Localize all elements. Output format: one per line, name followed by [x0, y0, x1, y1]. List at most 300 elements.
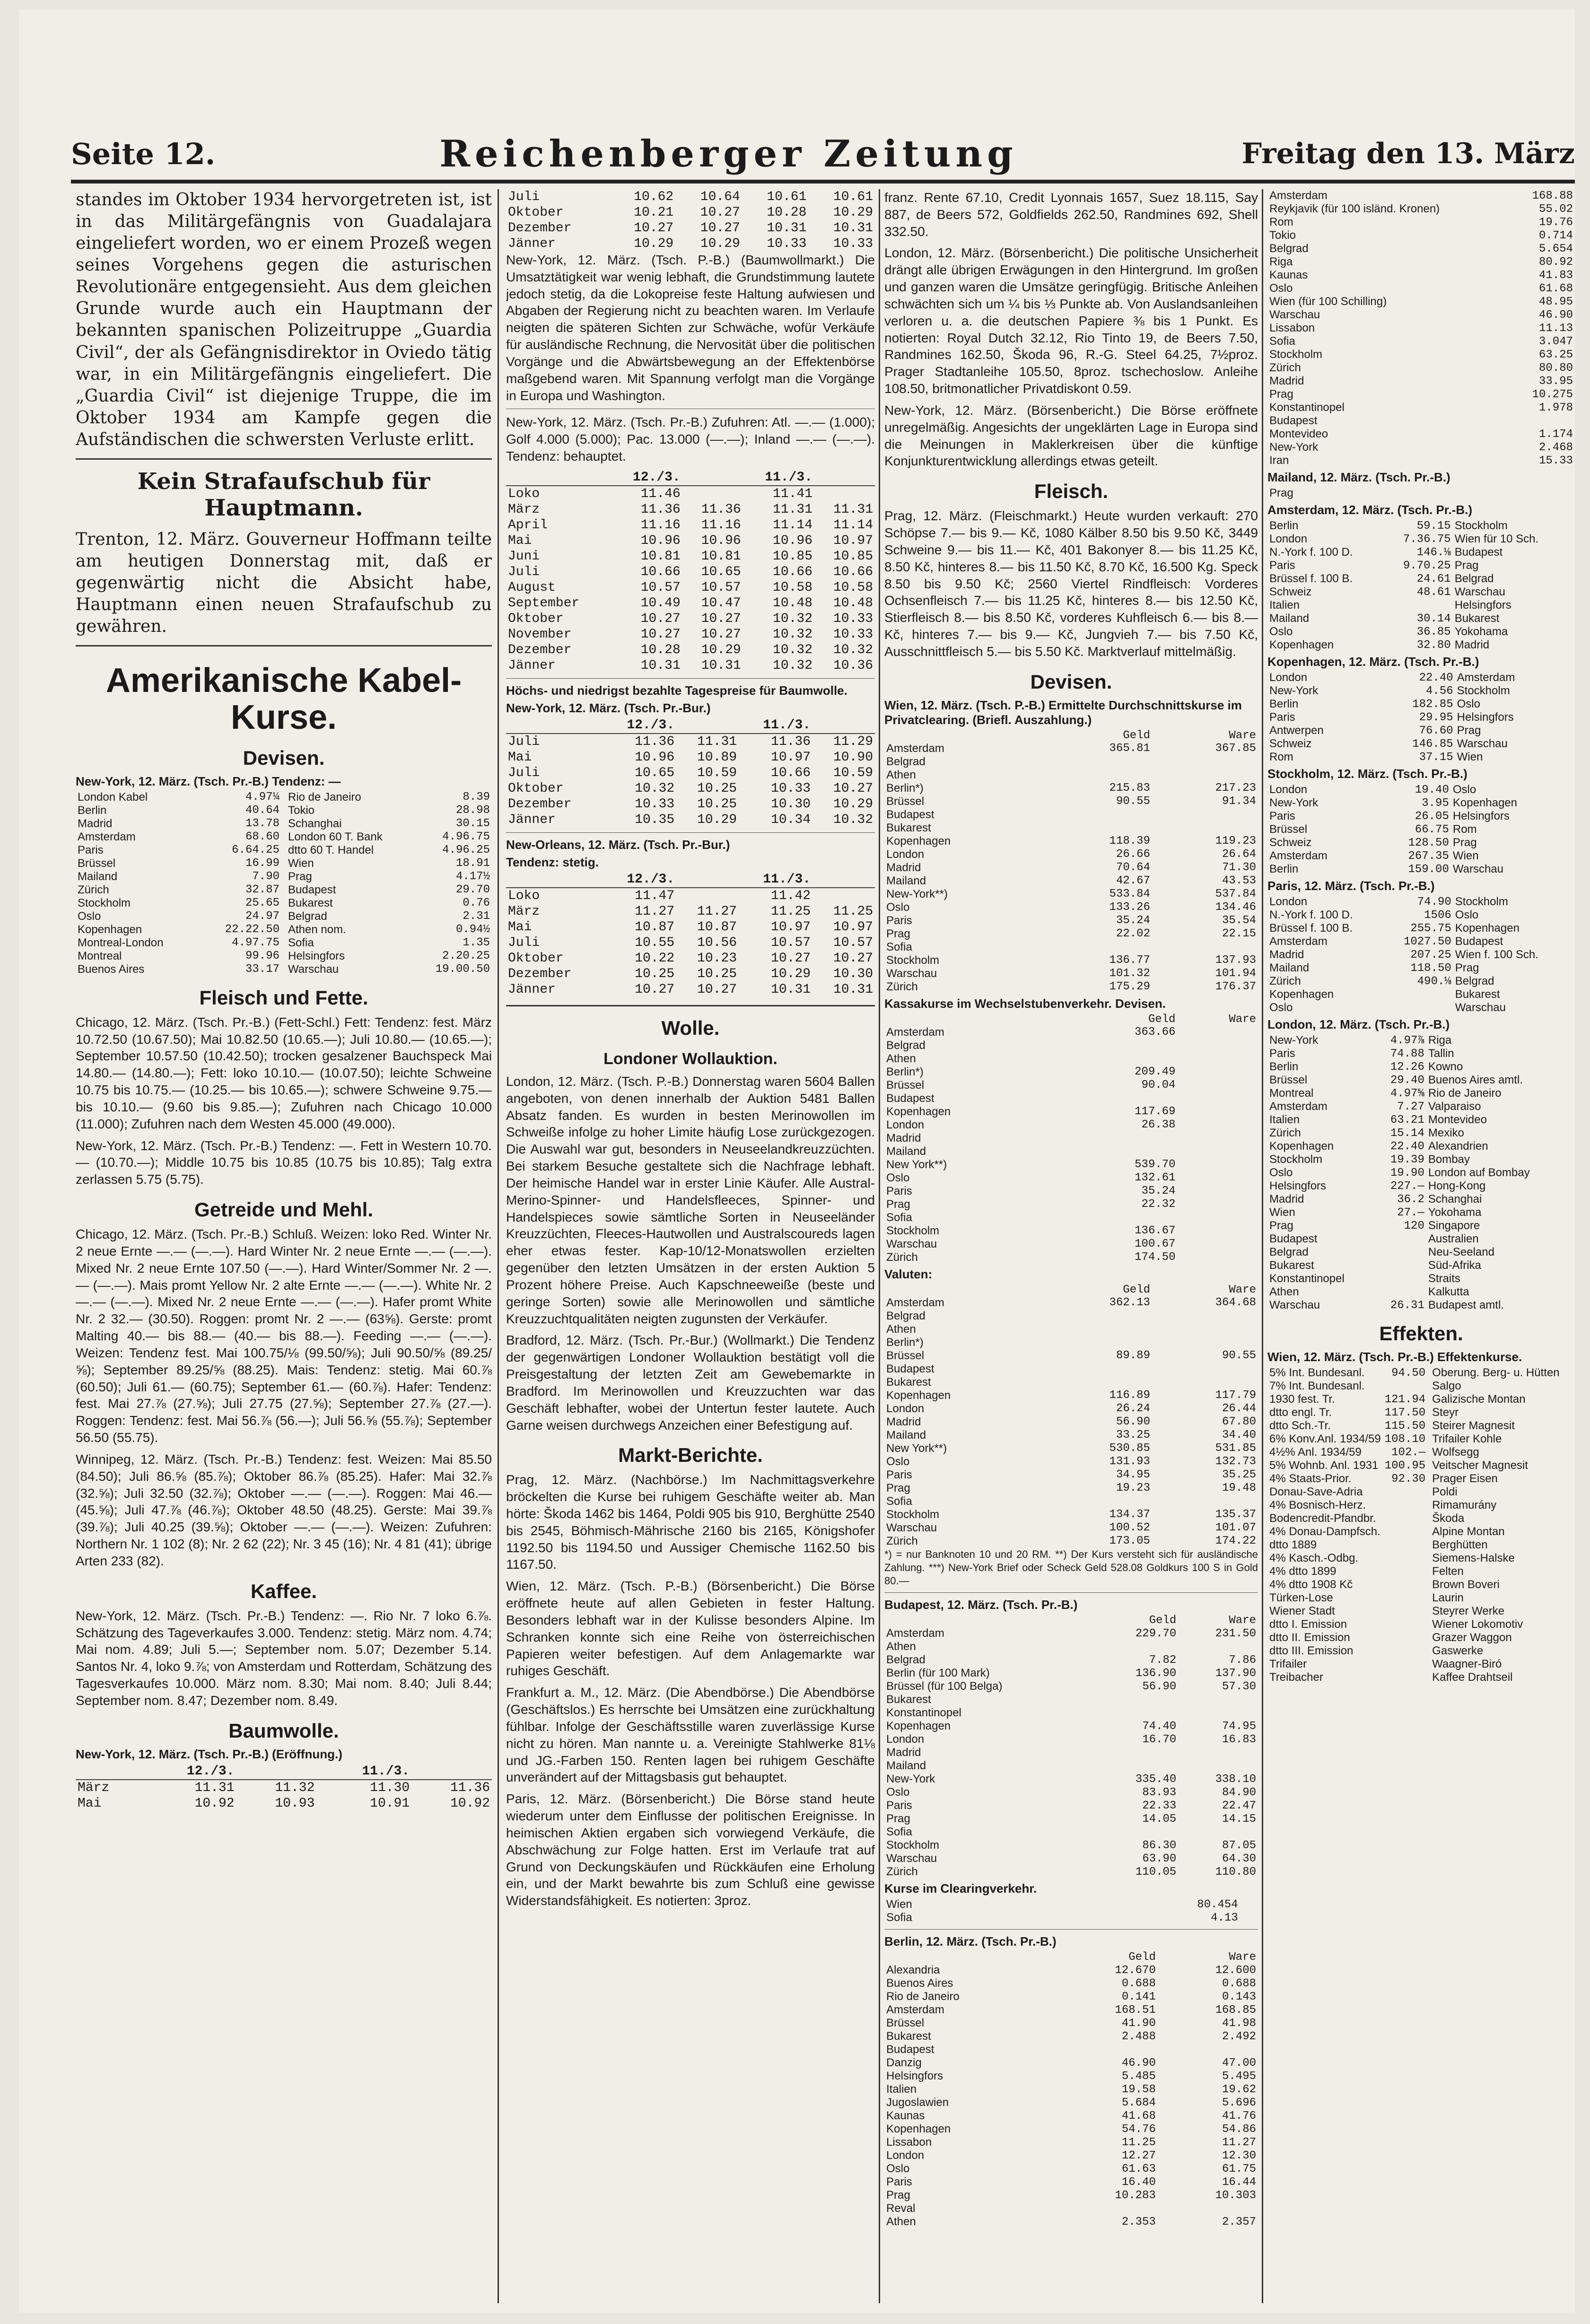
table-cell: Mai: [508, 919, 532, 935]
table-cell: März: [78, 1780, 110, 1795]
table-cell: [1571, 1406, 1575, 1419]
table-row: [884, 1508, 1258, 1521]
table-row: [1267, 401, 1575, 414]
table-row: [1267, 242, 1575, 255]
table-cell: [1057, 2043, 1158, 2056]
table-cell: [1570, 961, 1575, 975]
table-cell: Rom: [1452, 823, 1477, 836]
table-cell: Wolfsegg: [1432, 1446, 1479, 1459]
table-row: [884, 2043, 1258, 2056]
report-london: London, 12. März. (Börsenbericht.) Die politische Unsicherheit drängt alle übrigen Erwägungen in den Hintergrund. Im großen und ganzen waren die Umsätze geringfügig. Britische Anleihen schwächten sich um ¼ bis ⅓ Punkte ab. Von Auslandsanleihen verloren u. a. die deutschen Papiere ⅜ bis 1 Punkt. Es notierten: Royal Dutch 32.12, Rio Tinto 19, de Beers 7.50, Randmines 162.50, Škoda 96, R.-G. Steel 64.25, 7½proz. Prager Stadtanleihe 105.50, 8proz. tschechoslow. Anleihe 108.50, britmonatlicher Privatdiskont 0.59.: [884, 245, 1258, 396]
table-cell: [1570, 1206, 1575, 1219]
table-cell: Prag: [1454, 559, 1479, 572]
table-row: [884, 1145, 1258, 1158]
stockholm-table: [1267, 783, 1575, 876]
table-header-cell: [676, 717, 739, 734]
table-row: [884, 821, 1258, 835]
table-row: [1267, 935, 1575, 948]
table-cell: Paris: [886, 2175, 912, 2189]
table-row: [884, 861, 1258, 874]
table-row: [76, 950, 281, 963]
table-cell: [1570, 1001, 1575, 1014]
table-cell: [1178, 1238, 1258, 1251]
table-row: [884, 848, 1258, 861]
table-cell: [1570, 975, 1575, 988]
table-cell: Warschau: [1454, 585, 1505, 598]
table-cell: [1571, 1525, 1575, 1538]
table-cell: 10.85: [773, 549, 813, 564]
table-cell: [1568, 810, 1575, 823]
table-cell: 10.33: [635, 796, 675, 812]
berlin-title: Berlin, 12. März. (Tsch. Pr.-B.): [884, 1934, 1057, 1949]
table-cell: 11.42: [771, 888, 811, 903]
table-cell: Budapest: [886, 1092, 935, 1105]
table-cell: [1570, 1272, 1575, 1285]
table-cell: Schweiz: [1269, 737, 1312, 750]
table-cell: Riga: [1428, 1034, 1452, 1047]
table-cell: [1570, 572, 1575, 585]
table-cell: Italien: [1269, 1113, 1300, 1126]
table-cell: 3.047: [1538, 335, 1573, 348]
table-cell: Juli: [508, 734, 540, 749]
table-cell: 10.85: [833, 549, 873, 564]
table-row: [286, 950, 492, 963]
table-row: [1267, 361, 1575, 375]
table-cell: New-York: [886, 1773, 935, 1786]
table-cell: [1571, 1472, 1575, 1485]
table-cell: [1375, 1259, 1426, 1272]
table-cell: 132.61: [1135, 1171, 1176, 1185]
table-cell: Oslo: [886, 900, 910, 914]
table-row: [884, 2017, 1258, 2030]
berlin-table: [884, 1951, 1258, 2228]
table-cell: 267.35: [1408, 849, 1449, 863]
table-cell: 7.36.75: [1403, 533, 1451, 546]
table-cell: 11.25: [771, 904, 811, 919]
table-row: [1267, 1060, 1575, 1074]
table-cell: 118.50: [1410, 961, 1451, 975]
table-row: [884, 1852, 1258, 1865]
table-cell: [1571, 1433, 1575, 1446]
table-cell: [1570, 519, 1575, 533]
table-cell: 10.49: [640, 595, 681, 611]
table-cell: [682, 486, 743, 502]
table-row: [1267, 671, 1575, 684]
table-cell: [1568, 796, 1575, 810]
table-cell: Warschau: [1455, 1001, 1506, 1014]
table-cell: 11.16: [701, 517, 741, 533]
table-cell: 338.10: [1215, 1773, 1256, 1786]
clearing-table: [884, 1898, 1258, 1924]
table-cell: Bukarest: [886, 1693, 931, 1706]
table-row: [884, 927, 1258, 941]
table-cell: [1538, 487, 1575, 500]
table-row: [506, 658, 875, 673]
london-table: [1267, 1034, 1575, 1312]
table-row: [286, 897, 492, 910]
table-cell: Amsterdam: [1457, 671, 1515, 684]
table-row: [884, 1415, 1258, 1429]
column-3: [884, 189, 1258, 2303]
table-header-row: [506, 470, 875, 486]
berlin-table-cont: [1267, 189, 1575, 467]
report-wien: Wien, 12. März. (Tsch. P.-B.) (Börsenbericht.) Die Börse eröffnete heute auf allen Gebieten in fester Haltung. Besonders lebhaft war in der Kulisse besonders Alpine. Im Schranken konnte sich eine Reihe von österreichischen Papieren weiter befestigen. Auf dem Anlagemarkte war ruhiges Geschäft.: [506, 1579, 875, 1678]
table-row: [1267, 559, 1575, 572]
report-london-wolle: London, 12. März. (Tsch. P.-B.) Donnerstag waren 5604 Ballen angeboten, von denen innerhalb der Auktion 5481 Ballen Absatz fanden. Es wurden in besten Merinowollen im Schweiße infolge zu hoher Limite häufig Lose zurückgezogen. Die Auswahl war gut, besonders in Neuseelandkreuzzüchten. Bei starkem Besuche gestaltete sich die Nachfrage lebhaft. Der heimische Handel war in erster Linie Käufer. Alle Austral-Merino-Spinner- und Handelsfleeces, Spinner- und Handelspieces sowie sämtliche Sorten in Neuseeländer Kreuzzüchten, Fleeces-Hautwollen und Australscoureds lagen eher etwas fester. Kap-10/12-Monatswollen erzielten gegenüber den letzten Umsätzen in der ersten Auktion 5 Prozent höhere Preise. Auch Kapschneeweiße (beste und geringe Sorten) sowie alle Merinowollen und sämtliche Kreuzzuchtqualitäten neigten zugunsten der Verkäufer.: [506, 1074, 875, 1326]
table-cell: [1375, 1285, 1426, 1299]
table-cell: Iran: [1269, 454, 1289, 467]
table-cell: 10.59: [833, 765, 873, 780]
table-cell: [1570, 1219, 1575, 1232]
table-cell: Zürich: [886, 1865, 918, 1878]
table-row: [1430, 1525, 1575, 1538]
table-cell: 41.68: [1121, 2109, 1156, 2123]
table-row: [1267, 255, 1575, 269]
table-row: [506, 502, 875, 517]
table-cell: 168.51: [1115, 2003, 1156, 2017]
table-cell: Kopenhagen: [886, 1105, 951, 1118]
table-row: [506, 517, 875, 533]
table-row: [884, 1865, 1258, 1878]
table-cell: 61.75: [1222, 2162, 1256, 2175]
table-row: [506, 642, 875, 658]
table-row: [1267, 1406, 1427, 1419]
table-cell: [1568, 849, 1575, 863]
table-cell: 1027.50: [1403, 935, 1451, 948]
table-cell: Hong-Kong: [1428, 1179, 1486, 1192]
table-cell: 4.97⅝: [1390, 1087, 1424, 1100]
table-row: [1267, 1446, 1427, 1459]
table-cell: 5% Int. Bundesanl.: [1269, 1366, 1365, 1379]
table-cell: Schanghai: [1428, 1193, 1482, 1206]
hoechst-title: Höchs- und niedrigst bezahlte Tagespreise für Baumwolle.: [506, 683, 847, 698]
table-cell: 5.684: [1121, 2096, 1156, 2109]
orleans-tendenz: Tendenz: stetig.: [506, 855, 599, 869]
table-cell: Berlin*): [886, 1336, 924, 1349]
table-cell: 90.55: [1116, 795, 1150, 808]
baumwolle-subtitle: New-York, 12. März. (Tsch. Pr.-B.) (Eröffnung.): [76, 1747, 342, 1761]
table-cell: 0.76: [463, 897, 490, 910]
table-row: [76, 857, 281, 870]
table-cell: 10.30: [771, 796, 811, 812]
table-cell: 117.79: [1215, 1389, 1256, 1402]
table-cell: 362.13: [1109, 1296, 1150, 1310]
table-row: [884, 1224, 1258, 1238]
table-cell: [1152, 769, 1258, 782]
table-cell: 14.05: [1142, 1812, 1177, 1826]
table-row: [884, 1653, 1258, 1667]
table-row: [1267, 229, 1575, 242]
table-cell: Oslo: [1269, 282, 1293, 295]
table-cell: [1570, 909, 1575, 922]
table-row: [884, 1118, 1258, 1132]
report-zufuhren: New-York, 12. März. (Tsch. Pr.-B.) Zufuhren: Atl. —.— (1.000); Golf 4.000 (5.000); Pac. 13.000 (—.—); Inland —.— (—.—). Tendenz: behauptet.: [506, 415, 875, 464]
table-cell: [1383, 1644, 1427, 1658]
table-cell: Amsterdam: [886, 1296, 944, 1309]
table-cell: New-York**): [886, 887, 948, 900]
table-row: [1267, 585, 1575, 599]
table-cell: Warschau: [1269, 308, 1320, 321]
table-cell: 173.05: [1109, 1535, 1150, 1548]
table-cell: 121.94: [1384, 1393, 1426, 1406]
table-header-cell: [884, 729, 1046, 742]
table-row: [506, 533, 875, 549]
table-cell: 11.36: [701, 502, 741, 517]
table-row: [884, 1720, 1258, 1733]
table-cell: Brüssel: [78, 856, 116, 870]
table-cell: Wien (für 100 Schilling): [1269, 295, 1387, 308]
table-cell: 10.66: [833, 564, 873, 579]
table-row: [884, 795, 1258, 808]
table-cell: 10.23: [697, 951, 737, 966]
table-cell: 13.78: [245, 817, 280, 830]
table-cell: Helsingfors: [1454, 599, 1511, 612]
table-cell: Oktober: [508, 951, 564, 966]
table-cell: 5.485: [1121, 2070, 1156, 2083]
table-cell: 22.32: [1141, 1198, 1176, 1211]
table-cell: 10.28: [767, 205, 807, 220]
section-wolle: Wolle.: [661, 1016, 720, 1039]
table-cell: 10.32: [833, 812, 873, 827]
table-row: [884, 1535, 1258, 1548]
table-cell: Zürich: [886, 1534, 918, 1547]
table-cell: Türken-Lose: [1269, 1591, 1333, 1604]
table-cell: 4.13: [1211, 1911, 1238, 1924]
table-cell: Prag: [886, 1197, 910, 1211]
table-cell: [1046, 755, 1152, 769]
table-cell: Prag: [886, 1481, 910, 1494]
table-cell: Prager Eisen: [1432, 1472, 1498, 1485]
table-cell: [1570, 625, 1575, 638]
table-cell: 135.37: [1215, 1508, 1256, 1521]
table-cell: Prag: [1457, 724, 1481, 737]
table-row: [884, 1198, 1258, 1211]
table-cell: N.-York f. 100 D.: [1269, 546, 1353, 559]
table-row: [884, 1495, 1258, 1508]
table-cell: Athen: [886, 1322, 916, 1336]
table-cell: [814, 486, 875, 502]
table-cell: 11.27: [1222, 2136, 1256, 2149]
table-header-cell: [884, 1614, 1099, 1627]
table-cell: 26.31: [1390, 1299, 1424, 1312]
table-cell: Madrid: [1454, 638, 1490, 651]
table-cell: [1057, 2202, 1158, 2215]
table-row: [1267, 948, 1575, 961]
table-cell: Kopenhagen: [886, 834, 951, 847]
table-cell: Oslo: [1269, 625, 1293, 638]
table-cell: 80.80: [1538, 361, 1573, 375]
baumwolle-table: [76, 1764, 492, 1811]
table-cell: [1046, 1323, 1152, 1336]
table-cell: Warschau: [288, 962, 339, 976]
table-header-row: [76, 1764, 492, 1780]
table-cell: 110.05: [1135, 1865, 1177, 1878]
table-row: [884, 1640, 1258, 1653]
table-cell: 110.80: [1215, 1865, 1256, 1878]
table-row: [884, 1911, 1258, 1924]
table-row: [1430, 1485, 1575, 1499]
table-row: [1430, 1512, 1575, 1525]
table-cell: 74.90: [1417, 895, 1451, 909]
table-header-cell: [884, 1951, 1057, 1964]
table-row: [1267, 1246, 1575, 1259]
table-row: [1267, 1259, 1575, 1272]
table-cell: 63.21: [1390, 1113, 1424, 1127]
table-cell: 74.95: [1222, 1720, 1256, 1733]
table-cell: 41.76: [1222, 2109, 1256, 2123]
table-row: [1267, 1100, 1575, 1113]
table-cell: Helsingfors: [1452, 810, 1510, 822]
table-cell: 26.64: [1222, 848, 1256, 861]
table-cell: Stockholm: [886, 1508, 940, 1521]
table-row: [884, 782, 1258, 795]
table-cell: Lissabon: [886, 2136, 932, 2149]
table-cell: dtto 1889: [1269, 1538, 1317, 1551]
table-cell: Oslo: [886, 1455, 910, 1468]
table-cell: Alexandrien: [1428, 1140, 1488, 1153]
table-row: [1267, 823, 1575, 836]
table-cell: Mailand: [886, 874, 926, 887]
table-cell: 10.56: [697, 935, 737, 950]
table-cell: Treibacher: [1269, 1671, 1323, 1684]
table-cell: Jänner: [508, 236, 556, 251]
table-row: [1267, 961, 1575, 975]
table-cell: [1375, 1232, 1426, 1246]
table-cell: Kopenhagen: [886, 1720, 951, 1733]
table-header-cell: Geld: [1123, 1283, 1150, 1296]
table-cell: Paris: [1269, 810, 1295, 822]
table-row: [506, 627, 875, 642]
table-row: [506, 486, 875, 502]
divider: [506, 832, 875, 833]
table-cell: 10.97: [771, 750, 811, 765]
table-cell: London: [886, 1733, 925, 1746]
table-cell: London Kabel: [78, 790, 148, 804]
table-row: [1267, 1433, 1427, 1446]
table-row: [1267, 895, 1575, 909]
divider: [884, 1592, 1258, 1593]
masthead: [71, 128, 1575, 183]
table-row: [884, 835, 1258, 848]
table-row: [884, 1092, 1258, 1105]
table-cell: 215.83: [1109, 782, 1150, 795]
table-cell: New-York: [1269, 441, 1319, 454]
table-row: [76, 870, 281, 883]
table-cell: 84.90: [1222, 1786, 1256, 1799]
table-row: [884, 2149, 1258, 2162]
table-cell: 490.⅛: [1417, 975, 1451, 988]
table-cell: Sofia: [886, 1211, 912, 1224]
table-cell: [1571, 1538, 1575, 1552]
table-cell: Amsterdam: [1269, 849, 1328, 862]
table-row: [884, 755, 1258, 769]
table-cell: 41.90: [1121, 2017, 1156, 2030]
table-cell: Alexandria: [886, 1964, 940, 1977]
table-cell: Amsterdam: [886, 742, 944, 755]
table-cell: Madrid: [1269, 375, 1304, 387]
table-cell: [1571, 1644, 1575, 1658]
table-cell: Trifailer: [1269, 1658, 1307, 1670]
table-cell: Riga: [1269, 255, 1293, 268]
table-cell: New-York: [1269, 796, 1319, 809]
table-cell: 168.88: [1532, 189, 1573, 202]
table-cell: 29.40: [1390, 1074, 1424, 1087]
table-cell: 19.58: [1121, 2083, 1156, 2096]
table-cell: [1568, 783, 1575, 796]
table-cell: [1571, 1618, 1575, 1631]
table-row: [1267, 1565, 1427, 1578]
table-cell: 10.81: [701, 549, 741, 564]
table-row: [506, 765, 875, 781]
table-cell: [1061, 1211, 1177, 1224]
table-cell: 15.14: [1390, 1127, 1424, 1140]
table-cell: 11.27: [697, 904, 737, 919]
table-cell: Budapest: [1454, 546, 1503, 559]
table-row: [1267, 909, 1575, 922]
table-cell: 61.63: [1121, 2162, 1156, 2175]
table-cell: Paris: [1269, 559, 1295, 572]
table-cell: [1383, 1512, 1427, 1525]
table-cell: New York**): [886, 1158, 947, 1171]
table-header-cell: 12./3.: [603, 872, 676, 888]
table-cell: Brüssel f. 100 B.: [1269, 922, 1353, 935]
table-row: [884, 1238, 1258, 1251]
table-row: [286, 936, 492, 950]
table-cell: Italien: [886, 2083, 917, 2096]
column-rule: [879, 189, 880, 2303]
table-row: [1267, 1001, 1575, 1014]
table-header-cell: Ware: [1229, 1013, 1256, 1026]
table-cell: [1152, 1323, 1258, 1336]
table-cell: London: [886, 847, 925, 861]
table-row: [1267, 922, 1575, 935]
table-cell: dtto Sch.-Tr.: [1269, 1419, 1331, 1432]
table-cell: Antwerpen: [1269, 724, 1324, 737]
table-row: [884, 1132, 1258, 1145]
table-row: [1267, 335, 1575, 348]
table-cell: 36.85: [1416, 625, 1451, 638]
table-cell: [1383, 1538, 1427, 1552]
table-cell: Kaffee Drahtseil: [1432, 1671, 1513, 1684]
table-cell: 7% Int. Bundesanl.: [1269, 1380, 1365, 1392]
table-cell: Prag: [886, 2189, 910, 2202]
table-row: [884, 2070, 1258, 2083]
table-cell: 10.96: [701, 533, 741, 548]
table-cell: Prag: [288, 870, 312, 883]
table-cell: Belgrad: [886, 755, 926, 768]
table-cell: [1571, 1631, 1575, 1644]
table-row: [1430, 1552, 1575, 1565]
headline-hauptmann: Kein Strafaufschub für Hauptmann.: [137, 468, 430, 521]
table-cell: 4% Kasch.-Odbg.: [1269, 1552, 1359, 1564]
table-cell: 26.38: [1141, 1118, 1176, 1132]
table-cell: 10.61: [833, 190, 873, 204]
page-number: Seite 12.: [71, 136, 216, 171]
table-row: [884, 2136, 1258, 2149]
table-cell: 90.04: [1141, 1079, 1176, 1092]
table-row: [1267, 533, 1575, 546]
table-row: [506, 611, 875, 627]
table-cell: Kopenhagen: [886, 2123, 951, 2136]
table-cell: Madrid: [1269, 948, 1304, 961]
table-row: [506, 919, 875, 935]
table-row: [1267, 1644, 1427, 1658]
table-cell: 10.87: [635, 919, 675, 935]
table-header-cell: 12./3.: [611, 470, 682, 486]
table-cell: Berlin: [78, 804, 107, 817]
table-cell: [1571, 1605, 1575, 1618]
amsterdam-title: Amsterdam, 12. März. (Tsch. Pr.-B.): [1267, 503, 1472, 517]
